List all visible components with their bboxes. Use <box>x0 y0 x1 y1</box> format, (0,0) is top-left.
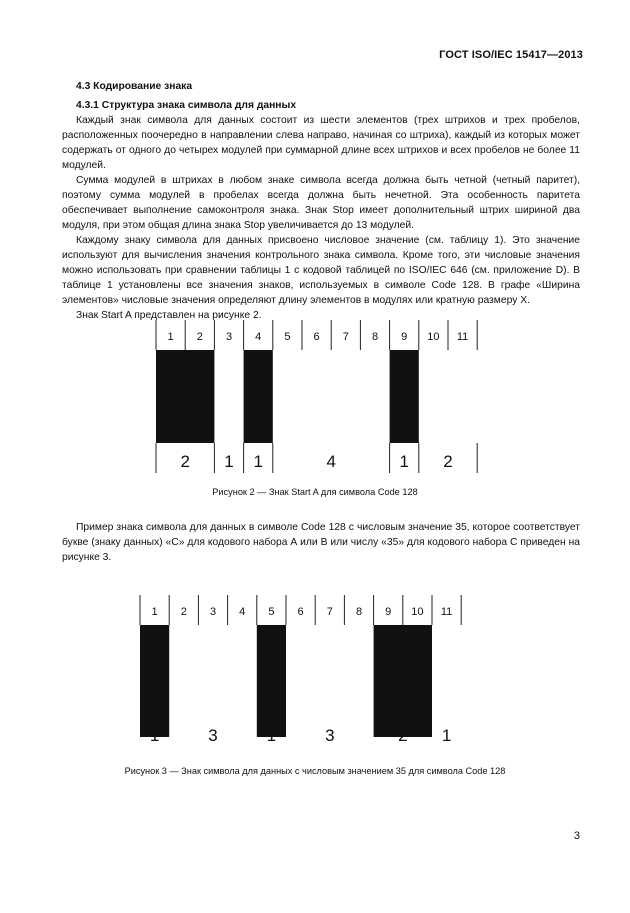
element-width-label: 1 <box>441 726 452 745</box>
element-width-label: 2 <box>180 452 190 471</box>
module-number: 11 <box>440 606 453 618</box>
bar-element <box>374 625 432 737</box>
paragraph-structure: Каждый знак символа для данных состоит из шести элементов (трех штрихов и трех пробелов, расположенных поочередно в направлении слева направо, начиная со штриха), каждый из которых может содержать от одного до четырех модулей при суммарной длине всех штрихов и всех пробелов не более 11 модулей. <box>62 115 580 171</box>
module-number: 2 <box>180 606 187 618</box>
element-width-label: 3 <box>208 726 218 745</box>
figure-2-caption: Рисунок 2 — Знак Start A для символа Code 128 <box>212 487 418 497</box>
paragraph-values: Каждому знаку символа для данных присвоено числовое значение (см. таблицу 1). Это значение используют для вычисления значения контрольного знака символа. Кроме того, эти числовые значения можно использовать при сравнении таблицы 1 с кодовой таблицей по ISO/IEC 646 (см. приложение D). В таблице 1 установлены все значения знаков, используемых в символе Code 128. В графе «Ширина элементов» числовые значения определяют длину элементов в модулях или кратную размеру X. <box>62 235 580 306</box>
module-number: 5 <box>284 331 291 343</box>
element-width-label: 4 <box>326 452 336 471</box>
module-number: 3 <box>225 331 233 343</box>
page-number: 3 <box>573 830 580 842</box>
module-number: 7 <box>342 331 349 343</box>
element-width-label: 1 <box>399 452 409 471</box>
figure-3-caption: Рисунок 3 — Знак символа для данных с числовым значением 35 для символа Code 128 <box>124 766 506 776</box>
element-width-label: 2 <box>398 726 408 745</box>
module-number: 6 <box>313 331 320 343</box>
figure-start-a <box>150 318 490 478</box>
module-number: 3 <box>209 606 217 618</box>
bar-element <box>244 350 273 443</box>
figure-value-35 <box>130 593 470 753</box>
module-number: 5 <box>268 606 275 618</box>
module-number: 7 <box>326 606 333 618</box>
module-number: 10 <box>427 331 440 343</box>
bar-element <box>390 350 419 443</box>
section-heading: 4.3 Кодирование знака <box>76 81 193 92</box>
module-number: 6 <box>297 606 304 618</box>
element-width-label: 1 <box>149 726 160 745</box>
module-number: 4 <box>255 331 262 343</box>
paragraph-example: Пример знака символа для данных в символе Code 128 с числовым значение 35, которое соответствует букве (знаку данных) «С» для кодового набора А или В или числу «35» для кодового набора С приведен на рисунке 3. <box>62 522 580 563</box>
bar-element <box>140 625 169 737</box>
module-number: 9 <box>401 331 408 343</box>
module-number: 11 <box>456 331 469 343</box>
module-number: 9 <box>385 606 392 618</box>
section-text <box>62 79 580 323</box>
module-number: 10 <box>411 606 424 618</box>
module-number: 4 <box>239 606 246 618</box>
paragraph-start-a: Знак Start A представлен на рисунке 2. <box>76 310 262 321</box>
element-width-label: 1 <box>253 452 263 471</box>
bar-element <box>257 625 286 737</box>
example-text <box>62 520 580 565</box>
module-number: 1 <box>167 331 174 343</box>
subsection-heading: 4.3.1 Структура знака символа для данных <box>76 100 297 111</box>
standard-header: ГОСТ ISO/IEC 15417—2013 <box>439 49 583 61</box>
element-width-label: 2 <box>443 452 453 471</box>
bar-element <box>156 350 214 443</box>
module-number: 8 <box>355 606 363 618</box>
module-number: 8 <box>371 331 379 343</box>
element-width-label: 1 <box>266 726 277 745</box>
element-width-label: 1 <box>224 452 234 471</box>
element-width-label: 3 <box>325 726 335 745</box>
module-number: 2 <box>196 331 203 343</box>
module-number: 1 <box>151 606 158 618</box>
paragraph-parity: Сумма модулей в штрихах в любом знаке символа всегда должна быть четной (четный паритет), поэтому сумма модулей в пробелах всегда должна быть нечетной. Эта особенность паритета обеспечивает выполнение самоконтроля знака. Знак Stop имеет дополнительный штрих шириной два модуля, при этом общая длина знака Stop увеличивается до 13 модулей. <box>62 175 580 231</box>
